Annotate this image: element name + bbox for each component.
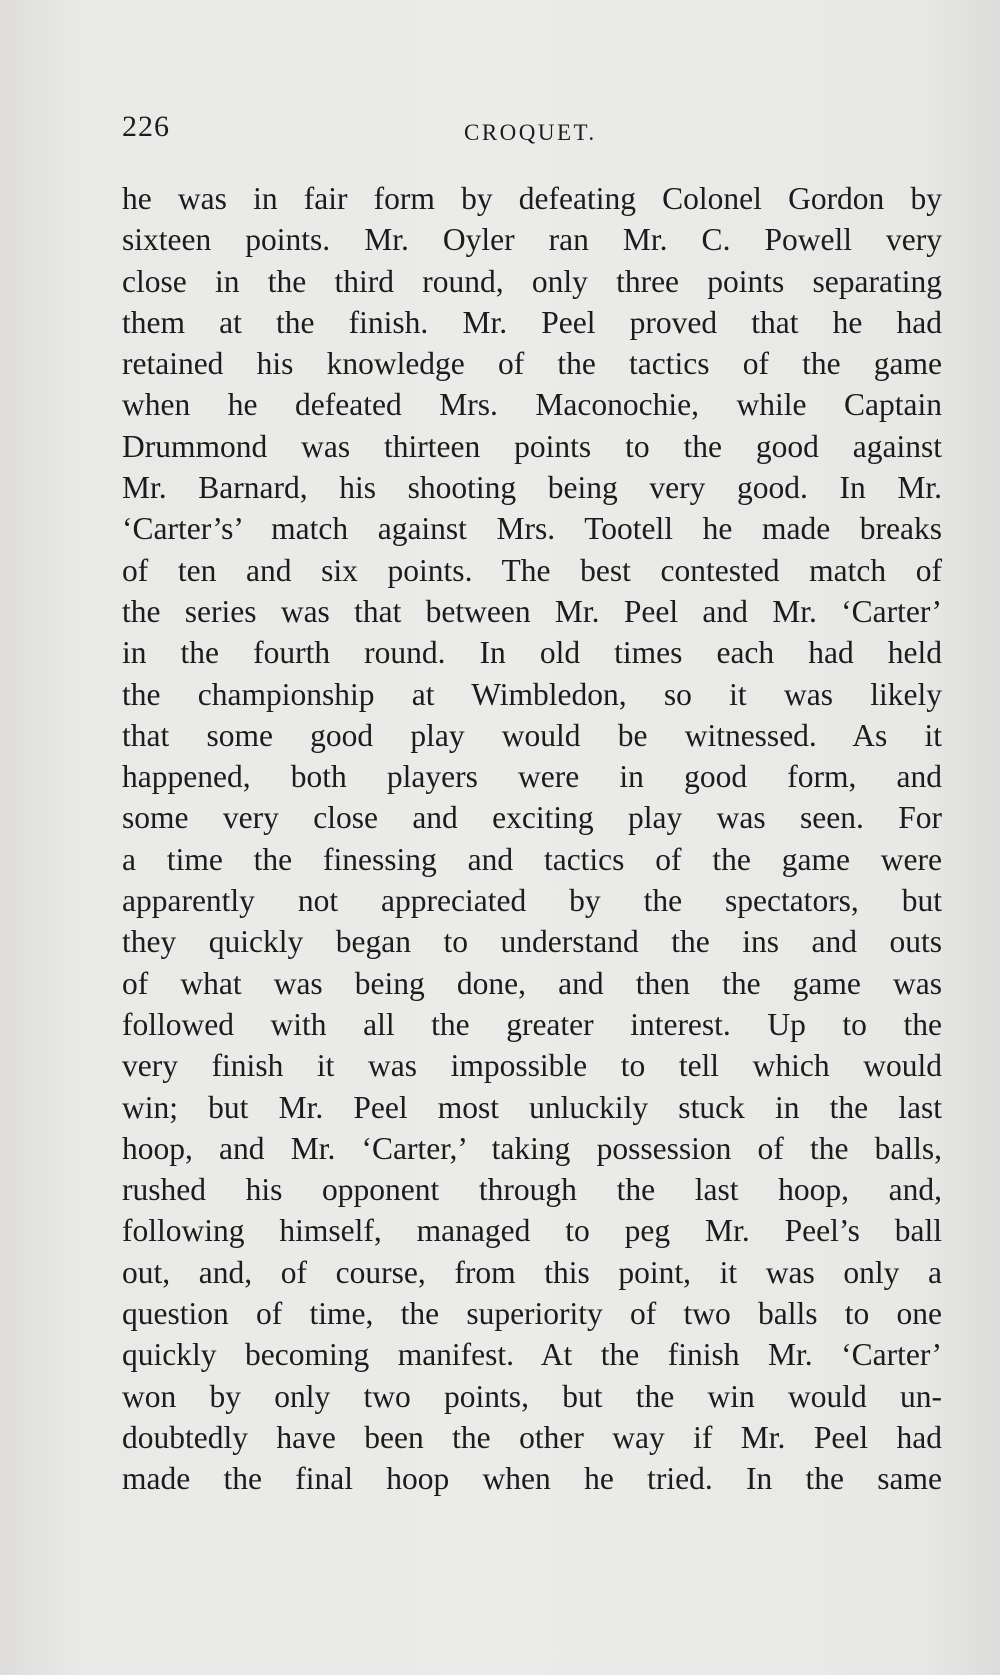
text-line: they quickly began to understand the ins and outs [122, 924, 942, 960]
text-line: retained his knowledge of the tactics of the game [122, 346, 942, 382]
text-line: made the final hoop when he tried. In the same [122, 1461, 942, 1497]
text-line: of what was being done, and then the game was [122, 965, 942, 1001]
text-line: very finish it was impossible to tell which would [122, 1048, 942, 1084]
text-line: rushed his opponent through the last hoop, and, [122, 1172, 942, 1208]
text-line: Mr. Barnard, his shooting being very good. In Mr. [122, 470, 942, 506]
text-line: apparently not appreciated by the spectators, but [122, 883, 942, 919]
text-line: the series was that between Mr. Peel and Mr. ‘Carter’ [122, 593, 942, 629]
text-line: won by only two points, but the win would un- [122, 1378, 942, 1414]
text-line: close in the third round, only three points separating [122, 263, 942, 299]
text-line: doubtedly have been the other way if Mr. Peel had [122, 1419, 942, 1455]
text-line: when he defeated Mrs. Maconochie, while Captain [122, 387, 942, 423]
text-line: out, and, of course, from this point, it was only a [122, 1254, 942, 1290]
text-line: sixteen points. Mr. Oyler ran Mr. C. Powell very [122, 222, 942, 258]
text-line: win; but Mr. Peel most unluckily stuck in the last [122, 1089, 942, 1125]
page-number: 226 [122, 110, 170, 143]
text-line: following himself, managed to peg Mr. Peel’s ball [122, 1213, 942, 1249]
text-line: that some good play would be witnessed. As it [122, 717, 942, 753]
text-line: them at the finish. Mr. Peel proved that he had [122, 304, 942, 340]
text-line: Drummond was thirteen points to the good against [122, 428, 942, 464]
body-text [122, 178, 942, 1500]
text-line: he was in fair form by defeating Colonel Gordon by [122, 181, 942, 216]
running-head: CROQUET. [464, 120, 597, 145]
text-line: some very close and exciting play was seen. For [122, 800, 942, 836]
text-line: happened, both players were in good form, and [122, 759, 942, 795]
text-line: a time the finessing and tactics of the game were [122, 841, 942, 877]
page-header [122, 110, 942, 150]
text-line: ‘Carter’s’ match against Mrs. Tootell he made breaks [122, 511, 942, 547]
text-line: of ten and six points. The best contested match of [122, 552, 942, 588]
text-line: in the fourth round. In old times each had held [122, 635, 942, 671]
text-line: followed with all the greater interest. Up to the [122, 1006, 942, 1042]
text-line: question of time, the superiority of two balls to one [122, 1296, 942, 1332]
text-line: the championship at Wimbledon, so it was likely [122, 676, 942, 712]
text-line: quickly becoming manifest. At the finish Mr. ‘Carter’ [122, 1337, 942, 1373]
text-line: hoop, and Mr. ‘Carter,’ taking possession of the balls, [122, 1130, 942, 1166]
